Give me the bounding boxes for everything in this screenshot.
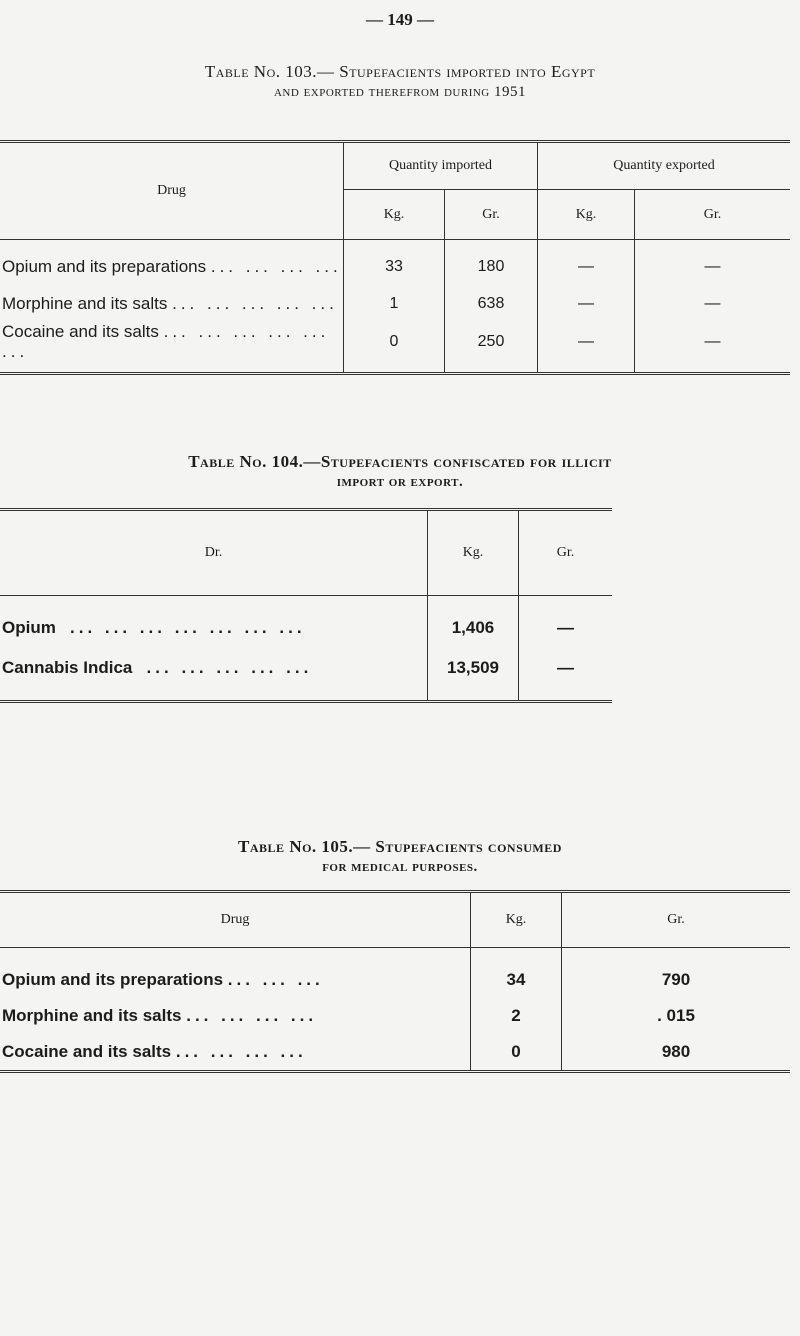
dot-leaders: ... ... ...	[227, 970, 324, 989]
kg-value: 1,406	[428, 608, 519, 648]
header-exported: Quantity exported	[538, 142, 791, 190]
dot-leaders: ... ... ... ... ... ... ...	[70, 618, 306, 637]
imported-gr: 638	[445, 285, 538, 322]
kg-value: 34	[471, 962, 562, 998]
table-104-title: Table No. 104.—Stupefacients confiscated for illicit	[188, 452, 612, 471]
header-exported-gr: Gr.	[635, 190, 791, 240]
table-103	[0, 140, 790, 375]
table-row	[0, 648, 612, 688]
table-row	[0, 1034, 790, 1072]
drug-name: Opium and its preparations	[2, 970, 224, 989]
header-kg: Kg.	[471, 892, 562, 948]
imported-gr: 250	[445, 322, 538, 362]
kg-value: 2	[471, 998, 562, 1034]
gr-value: 790	[562, 962, 791, 998]
table-row	[0, 285, 790, 322]
header-imported-kg: Kg.	[344, 190, 445, 240]
table-row	[0, 998, 790, 1034]
table-104-caption	[0, 452, 800, 491]
drug-name: Cannabis Indica	[2, 658, 133, 677]
dot-leaders: ... ... ... ... ...	[172, 293, 338, 313]
exported-gr: —	[635, 248, 791, 285]
gr-value: . 015	[562, 998, 791, 1034]
dot-leaders: ... ... ... ... ... ...	[2, 322, 330, 361]
dot-leaders: ... ... ... ... ...	[146, 658, 313, 677]
gr-value: —	[519, 648, 613, 688]
table-row	[0, 608, 612, 648]
drug-name: Morphine and its salts	[2, 293, 168, 313]
dot-leaders: ... ... ... ...	[210, 256, 342, 276]
header-imported-gr: Gr.	[445, 190, 538, 240]
table-row	[0, 962, 790, 998]
imported-kg: 1	[344, 285, 445, 322]
page-number: — 149 —	[366, 10, 434, 29]
dot-leaders: ... ... ... ...	[175, 1042, 307, 1061]
table-105	[0, 890, 790, 1073]
imported-kg: 0	[344, 322, 445, 362]
header-drug: Drug	[0, 892, 471, 948]
table-103-title: Table No. 103.— Stupefacients imported into Egypt	[204, 62, 596, 81]
exported-kg: —	[538, 285, 635, 322]
kg-value: 13,509	[428, 648, 519, 688]
drug-name: Morphine and its salts	[2, 1006, 182, 1025]
table-105-subtitle: for medical purposes.	[322, 859, 478, 875]
exported-gr: —	[635, 322, 791, 362]
kg-value: 0	[471, 1034, 562, 1072]
imported-gr: 180	[445, 248, 538, 285]
table-103-subtitle: and exported therefrom during 1951	[273, 84, 526, 100]
table-105-caption	[0, 837, 800, 876]
drug-name: Cocaine and its salts	[2, 1042, 172, 1061]
header-kg: Kg.	[428, 510, 519, 596]
header-drug: Dr.	[0, 510, 428, 596]
header-exported-kg: Kg.	[538, 190, 635, 240]
exported-gr: —	[635, 285, 791, 322]
table-row	[0, 248, 790, 285]
drug-name: Cocaine and its salts	[2, 322, 159, 341]
table-104	[0, 508, 612, 703]
header-imported: Quantity imported	[344, 142, 538, 190]
gr-value: —	[519, 608, 613, 648]
gr-value: 980	[562, 1034, 791, 1072]
header-gr: Gr.	[562, 892, 791, 948]
drug-name: Opium and its preparations	[2, 256, 207, 276]
dot-leaders: ... ... ... ...	[186, 1006, 318, 1025]
drug-name: Opium	[2, 618, 56, 637]
table-103-caption	[0, 62, 800, 101]
exported-kg: —	[538, 248, 635, 285]
table-row	[0, 322, 790, 362]
table-105-title: Table No. 105.— Stupefacients consumed	[238, 837, 562, 856]
header-gr: Gr.	[519, 510, 613, 596]
table-104-subtitle: import or export.	[336, 474, 464, 490]
header-drug: Drug	[0, 142, 344, 240]
exported-kg: —	[538, 322, 635, 362]
imported-kg: 33	[344, 248, 445, 285]
